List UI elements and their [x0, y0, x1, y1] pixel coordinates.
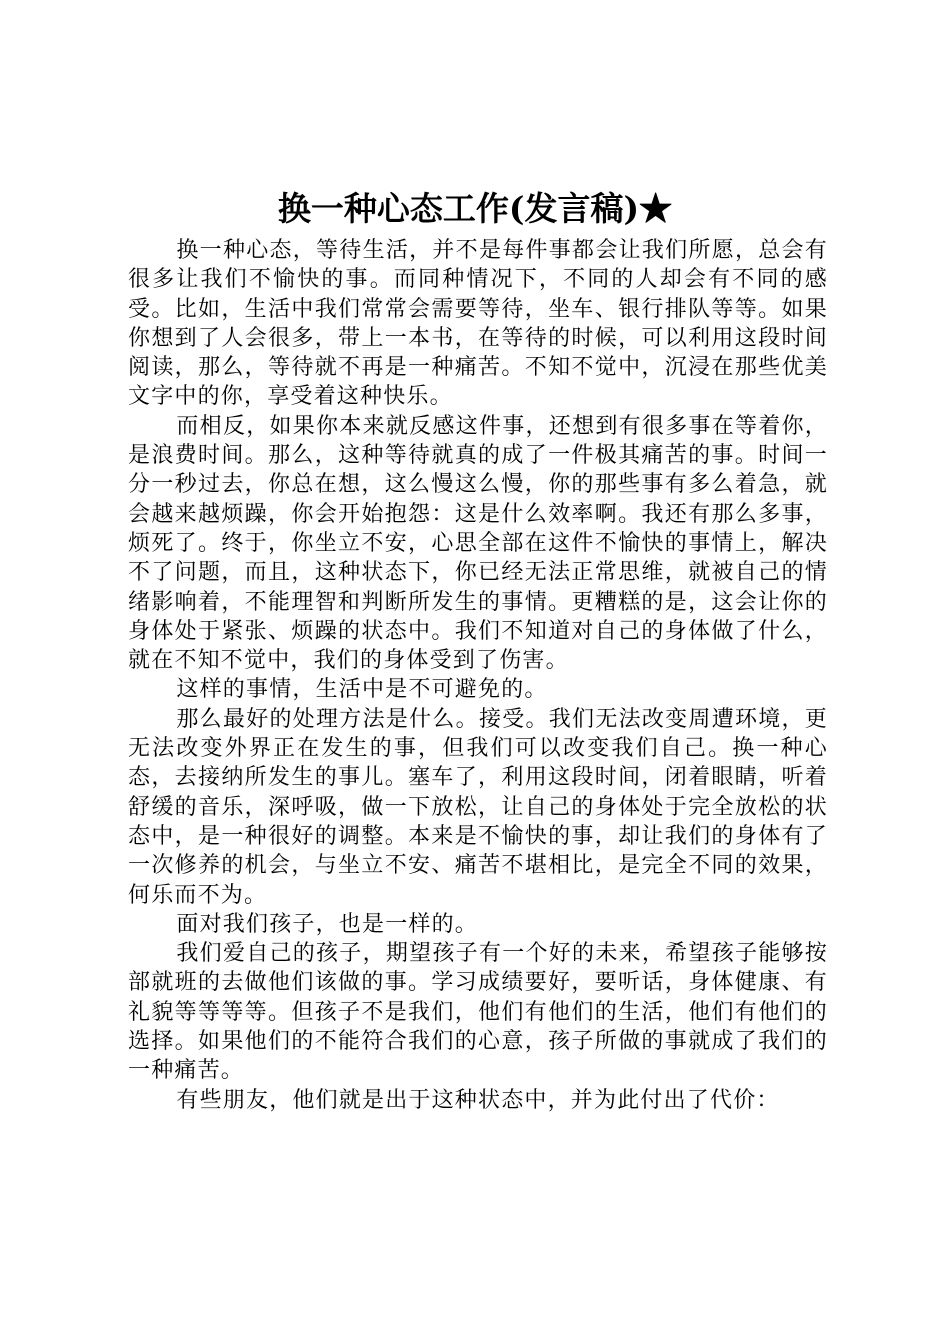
- paragraph: 换一种心态，等待生活，并不是每件事都会让我们所愿，总会有很多让我们不愉快的事。而同种情况下，不同的人却会有不同的感受。比如，生活中我们常常会需要等待，坐车、银行排队等等。如果你想到了人会很多，带上一本书，在等待的时候，可以利用这段时间阅读，那么，等待就不再是一种痛苦。不知不觉中，沉浸在那些优美文字中的你，享受着这种快乐。: [128, 238, 828, 410]
- document-title: 换一种心态工作(发言稿)★: [277, 189, 673, 228]
- paragraph: 面对我们孩子，也是一样的。: [176, 911, 478, 937]
- document-body: [128, 236, 828, 1115]
- paragraph: 有些朋友，他们就是出于这种状态中，并为此付出了代价：: [176, 1087, 780, 1113]
- paragraph: 那么最好的处理方法是什么。接受。我们无法改变周遭环境，更无法改变外界正在发生的事，但我们可以改变我们自己。换一种心态，去接纳所发生的事儿。塞车了，利用这段时间，闭着眼睛，听着舒缓的音乐，深呼吸，做一下放松，让自己的身体处于完全放松的状态中，是一种很好的调整。本来是不愉快的事，却让我们的身体有了一次修养的机会，与坐立不安、痛苦不堪相比，是完全不同的效果，何乐而不为。: [128, 706, 828, 908]
- paragraph: 而相反，如果你本来就反感这件事，还想到有很多事在等着你，是浪费时间。那么，这种等待就真的成了一件极其痛苦的事。时间一分一秒过去，你总在想，这么慢这么慢，你的那些事有多么着急，就会越来越烦躁，你会开始抱怨：这是什么效率啊。我还有那么多事，烦死了。终于，你坐立不安，心思全部在这件不愉快的事情上，解决不了问题，而且，这种状态下，你已经无法正常思维，就被自己的情绪影响着，不能理智和判断所发生的事情。更糟糕的是，这会让你的身体处于紧张、烦躁的状态中。我们不知道对自己的身体做了什么，就在不知不觉中，我们的身体受到了伤害。: [128, 413, 828, 674]
- paragraph: 这样的事情，生活中是不可避免的。: [176, 677, 548, 703]
- paragraph: 我们爱自己的孩子，期望孩子有一个好的未来，希望孩子能够按部就班的去做他们该做的事。学习成绩要好，要听话，身体健康、有礼貌等等等等。但孩子不是我们，他们有他们的生活，他们有他们的选择。如果他们的不能符合我们的心意，孩子所做的事就成了我们的一种痛苦。: [128, 941, 828, 1084]
